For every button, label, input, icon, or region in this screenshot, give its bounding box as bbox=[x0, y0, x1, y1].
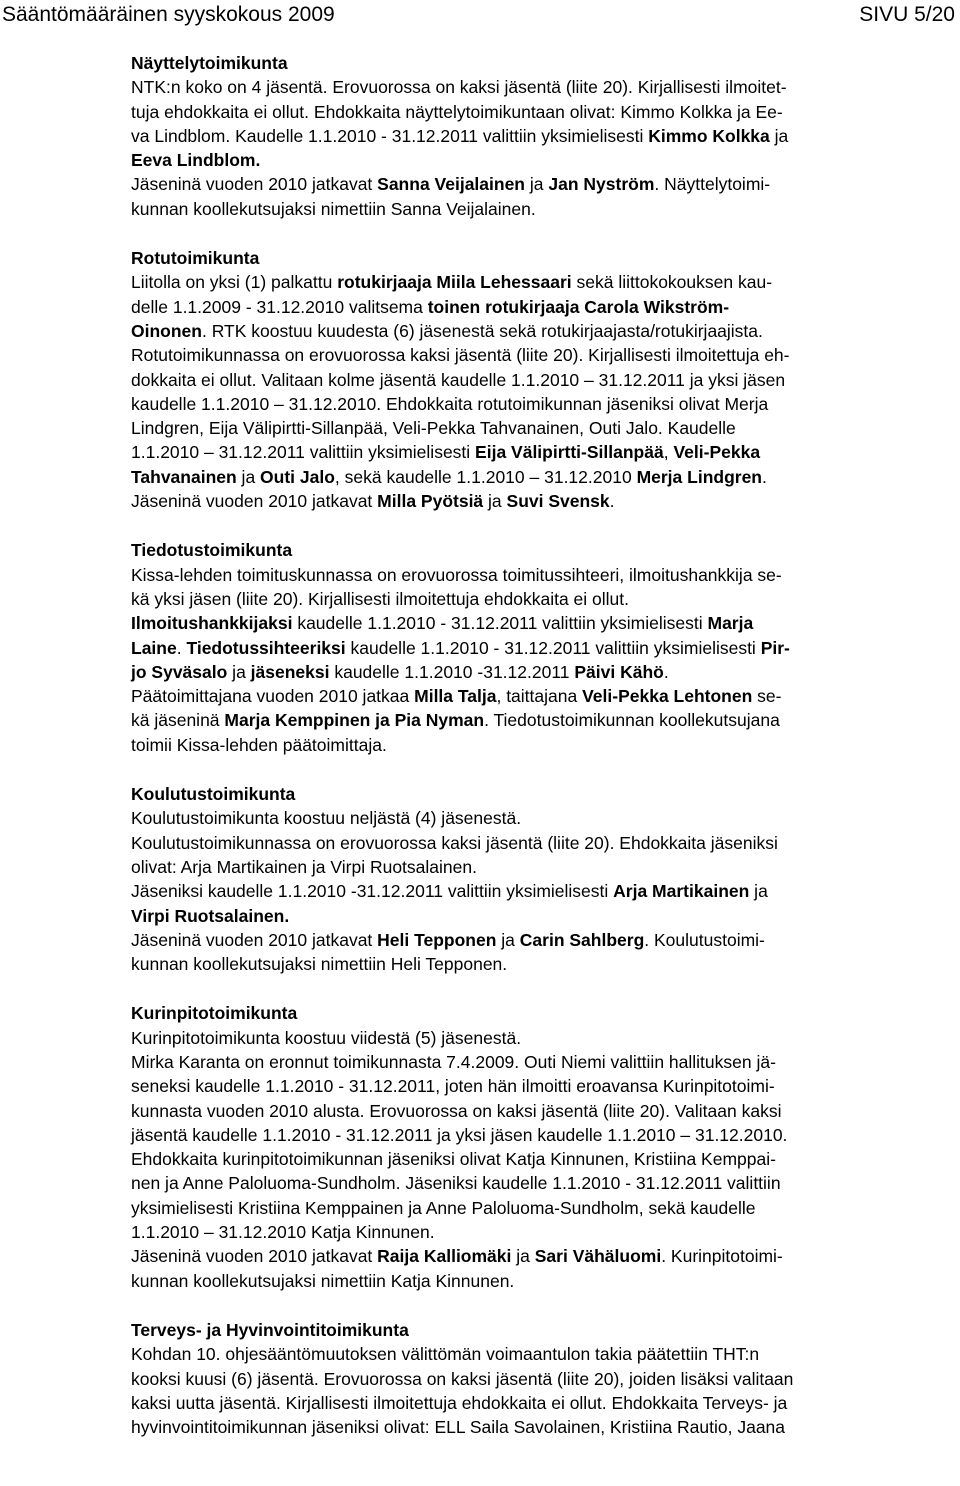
text-run: , sekä kaudelle 1.1.2010 – 31.12.2010 bbox=[334, 466, 637, 487]
text-line bbox=[131, 563, 951, 587]
text-run: kaudelle 1.1.2010 -31.12.2011 bbox=[329, 661, 575, 682]
text-run: ja bbox=[227, 661, 251, 682]
text-run: toimii Kissa-lehden päätoimittaja. bbox=[131, 734, 387, 755]
text-line bbox=[131, 1415, 951, 1439]
text-run: kunnan koollekutsujaksi nimettiin Heli Tepponen. bbox=[131, 954, 508, 975]
text-run: kooksi kuusi (6) jäsentä. Erovuorossa on kaksi jäsentä (liite 20), joiden lisäksi valitaan bbox=[131, 1368, 794, 1389]
text-line bbox=[131, 1147, 951, 1171]
text-run: 1.1.2010 – 31.12.2011 valittiin yksimielisesti bbox=[131, 442, 476, 463]
bold-text: Oinonen bbox=[131, 320, 202, 341]
text-run: hyvinvointitoimikunnan jäseniksi olivat: ELL Saila Savolainen, Kristiina Rautio, Jaana bbox=[131, 1417, 786, 1438]
text-run: . bbox=[609, 491, 615, 512]
text-run: Jäseniksi kaudelle 1.1.2010 -31.12.2011 valittiin yksimielisesti bbox=[131, 881, 614, 902]
section-heading: Rotutoimikunta bbox=[131, 248, 260, 269]
section-heading: Koulutustoimikunta bbox=[131, 784, 296, 805]
section bbox=[131, 51, 951, 221]
text-line bbox=[131, 1244, 951, 1268]
text-run: ja bbox=[525, 174, 549, 195]
text-run: Rotutoimikunnassa on erovuorossa kaksi jäsentä (liite 20). Kirjallisesti ilmoitettuja eh- bbox=[131, 345, 790, 366]
text-run: olivat: Arja Martikainen ja Virpi Ruotsalainen. bbox=[131, 856, 477, 877]
text-line bbox=[131, 879, 951, 903]
text-run: yksimielisesti Kristiina Kemppainen ja Anne Paloluoma-Sundholm, sekä kaudelle bbox=[131, 1197, 756, 1218]
text-run: kä yksi jäsen (liite 20). Kirjallisesti ilmoitettuja ehdokkaita ei ollut. bbox=[131, 588, 629, 609]
text-run: 1.1.2010 – 31.12.2010 Katja Kinnunen. bbox=[131, 1222, 435, 1243]
text-run: Mirka Karanta on eronnut toimikunnasta 7.4.2009. Outi Niemi valittiin hallituksen jä- bbox=[131, 1051, 776, 1072]
text-run: . Kurinpitotoimi- bbox=[661, 1246, 783, 1267]
section-heading: Kurinpitotoimikunta bbox=[131, 1003, 298, 1024]
text-line bbox=[131, 148, 951, 172]
text-line bbox=[131, 733, 951, 757]
text-line bbox=[131, 611, 951, 635]
text-line bbox=[131, 1123, 951, 1147]
text-line bbox=[131, 831, 951, 855]
bold-text: jo Syväsalo bbox=[131, 661, 228, 682]
text-run: , bbox=[663, 442, 674, 463]
text-run: kaudelle 1.1.2010 – 31.12.2010. Ehdokkaita rotutoimikunnan jäseniksi olivat Merja bbox=[131, 393, 769, 414]
bold-text: Virpi Ruotsalainen. bbox=[131, 905, 290, 926]
bold-text: rotukirjaaja Miila Lehessaari bbox=[337, 272, 572, 293]
text-line bbox=[131, 368, 951, 392]
text-run: . Näyttelytoimi- bbox=[654, 174, 771, 195]
bold-text: Eija Välipirtti-Sillanpää bbox=[475, 442, 664, 463]
text-line bbox=[131, 489, 951, 513]
text-run: Jäseninä vuoden 2010 jatkavat bbox=[131, 174, 378, 195]
section-heading: Tiedotustoimikunta bbox=[131, 540, 293, 561]
text-line bbox=[131, 75, 951, 99]
text-run: sekä liittokokouksen kau- bbox=[571, 272, 773, 293]
bold-text: Marja Kemppinen ja Pia Nyman bbox=[224, 710, 485, 731]
bold-text: Kimmo Kolkka bbox=[648, 125, 770, 146]
text-line bbox=[131, 343, 951, 367]
text-run: se- bbox=[752, 686, 782, 707]
text-run: . Tiedotustoimikunnan koollekutsujana bbox=[484, 710, 780, 731]
text-line bbox=[131, 1220, 951, 1244]
text-line bbox=[131, 1367, 951, 1391]
text-line bbox=[131, 392, 951, 416]
text-line bbox=[131, 1269, 951, 1293]
text-line bbox=[131, 1099, 951, 1123]
text-run: Koulutustoimikunta koostuu neljästä (4) jäsenestä. bbox=[131, 808, 522, 829]
text-run: Jäseninä vuoden 2010 jatkavat bbox=[131, 929, 378, 950]
text-line bbox=[131, 1026, 951, 1050]
bold-text: Marja bbox=[707, 613, 754, 634]
bold-text: Arja Martikainen bbox=[613, 881, 750, 902]
bold-text: Tahvanainen bbox=[131, 466, 237, 487]
bold-text: Merja Lindgren bbox=[636, 466, 762, 487]
text-line bbox=[131, 660, 951, 684]
text-run: kunnan koollekutsujaksi nimettiin Katja Kinnunen. bbox=[131, 1270, 515, 1291]
text-run: delle 1.1.2009 - 31.12.2010 valitsema bbox=[131, 296, 428, 317]
text-line bbox=[131, 295, 951, 319]
text-line bbox=[131, 636, 951, 660]
text-run: kunnan koollekutsujaksi nimettiin Sanna Veijalainen. bbox=[131, 198, 536, 219]
text-line bbox=[131, 1171, 951, 1195]
text-run: Päätoimittajana vuoden 2010 jatkaa bbox=[131, 686, 415, 707]
text-line bbox=[131, 684, 951, 708]
text-run: dokkaita ei ollut. Valitaan kolme jäsentä kaudelle 1.1.2010 – 31.12.2011 ja yksi jäsen bbox=[131, 369, 786, 390]
text-run: ja bbox=[236, 466, 261, 487]
text-run: . bbox=[176, 637, 187, 658]
document-title: Sääntömääräinen syyskokous 2009 bbox=[2, 3, 335, 26]
bold-text: Suvi Svensk bbox=[506, 491, 610, 512]
text-line bbox=[131, 465, 951, 489]
section bbox=[131, 1318, 951, 1439]
text-run: kä jäseninä bbox=[131, 710, 225, 731]
text-run: nen ja Anne Paloluoma-Sundholm. Jäseniksi kaudelle 1.1.2010 - 31.12.2011 valittiin bbox=[131, 1173, 781, 1194]
section bbox=[131, 246, 951, 513]
section bbox=[131, 1001, 951, 1293]
bold-text: Jan Nyström bbox=[548, 174, 655, 195]
text-run: ja bbox=[511, 1246, 535, 1267]
bold-text: Veli-Pekka bbox=[673, 442, 761, 463]
bold-text: Milla Talja bbox=[414, 686, 497, 707]
bold-text: Heli Tepponen bbox=[377, 929, 497, 950]
text-run: tuja ehdokkaita ei ollut. Ehdokkaita näyttelytoimikuntaan olivat: Kimmo Kolkka ja Ee- bbox=[131, 101, 783, 122]
text-run: . bbox=[762, 466, 767, 487]
text-run: ja bbox=[749, 881, 768, 902]
text-line bbox=[131, 440, 951, 464]
section bbox=[131, 538, 951, 757]
bold-text: Tiedotussihteeriksi bbox=[186, 637, 346, 658]
text-run: . bbox=[663, 661, 669, 682]
bold-text: Pir- bbox=[760, 637, 790, 658]
text-run: Liitolla on yksi (1) palkattu bbox=[131, 272, 338, 293]
section bbox=[131, 782, 951, 976]
text-run: Kissa-lehden toimituskunnassa on erovuorossa toimitussihteeri, ilmoitushankkija se- bbox=[131, 564, 782, 585]
text-line bbox=[131, 197, 951, 221]
text-run: kaudelle 1.1.2010 - 31.12.2011 valittiin yksimielisesti bbox=[292, 613, 708, 634]
text-run: Jäseninä vuoden 2010 jatkavat bbox=[131, 491, 378, 512]
text-run: Jäseninä vuoden 2010 jatkavat bbox=[131, 1246, 378, 1267]
section-heading: Näyttelytoimikunta bbox=[131, 53, 288, 73]
bold-text: Outi Jalo bbox=[260, 466, 335, 487]
bold-text: Carin Sahlberg bbox=[519, 929, 645, 950]
page-header bbox=[0, 0, 960, 30]
text-run: . Koulutustoimi- bbox=[644, 929, 765, 950]
text-line bbox=[131, 124, 951, 148]
bold-text: Milla Pyötsiä bbox=[377, 491, 484, 512]
text-run: jäsentä kaudelle 1.1.2010 - 31.12.2011 ja yksi jäsen kaudelle 1.1.2010 – 31.12.2010. bbox=[131, 1124, 788, 1145]
text-run: Koulutustoimikunnassa on erovuorossa kaksi jäsentä (liite 20). Ehdokkaita jäseniksi bbox=[131, 832, 778, 853]
bold-text: jäseneksi bbox=[250, 661, 330, 682]
bold-text: Veli-Pekka Lehtonen bbox=[582, 686, 753, 707]
text-run: NTK:n koko on 4 jäsentä. Erovuorossa on kaksi jäsentä (liite 20). Kirjallisesti ilmoitet- bbox=[131, 77, 787, 98]
bold-text: Eeva Lindblom. bbox=[131, 150, 261, 171]
text-line bbox=[131, 904, 951, 928]
text-line bbox=[131, 100, 951, 124]
text-line bbox=[131, 1391, 951, 1415]
text-run: ja bbox=[769, 125, 789, 146]
section-heading: Terveys- ja Hyvinvointitoimikunta bbox=[131, 1319, 409, 1340]
text-line bbox=[131, 1074, 951, 1098]
text-line bbox=[131, 172, 951, 196]
text-line bbox=[131, 855, 951, 879]
text-line bbox=[131, 1196, 951, 1220]
document-body bbox=[131, 51, 951, 1439]
bold-text: Sari Vähäluomi bbox=[534, 1246, 662, 1267]
text-line bbox=[131, 270, 951, 294]
text-run: Ehdokkaita kurinpitotoimikunnan jäseniksi olivat Katja Kinnunen, Kristiina Kemppai- bbox=[131, 1149, 776, 1170]
text-run: . RTK koostuu kuudesta (6) jäsenestä sekä rotukirjaajasta/rotukirjaajista. bbox=[201, 320, 763, 341]
text-line bbox=[131, 928, 951, 952]
bold-text: toinen rotukirjaaja Carola Wikström- bbox=[427, 296, 730, 317]
page-number: SIVU 5/20 bbox=[859, 3, 955, 26]
bold-text: Raija Kalliomäki bbox=[377, 1246, 512, 1267]
bold-text: Sanna Veijalainen bbox=[377, 174, 526, 195]
text-run: seneksi kaudelle 1.1.2010 - 31.12.2011, joten hän ilmoitti eroavansa Kurinpitotoimi- bbox=[131, 1076, 775, 1097]
text-run: ja bbox=[483, 491, 507, 512]
text-line bbox=[131, 806, 951, 830]
text-run: Kurinpitotoimikunta koostuu viidestä (5) jäsenestä. bbox=[131, 1027, 522, 1048]
text-run: Lindgren, Eija Välipirtti-Sillanpää, Veli-Pekka Tahvanainen, Outi Jalo. Kaudelle bbox=[131, 418, 736, 439]
text-line bbox=[131, 319, 951, 343]
text-run: Kohdan 10. ohjesääntömuutoksen välittömän voimaantulon takia päätettiin THT:n bbox=[131, 1344, 760, 1365]
text-run: va Lindblom. Kaudelle 1.1.2010 - 31.12.2011 valittiin yksimielisesti bbox=[131, 125, 649, 146]
bold-text: Ilmoitushankkijaksi bbox=[131, 613, 293, 634]
text-run: kaudelle 1.1.2010 - 31.12.2011 valittiin yksimielisesti bbox=[345, 637, 761, 658]
text-run: kunnasta vuoden 2010 alusta. Erovuorossa on kaksi jäsentä (liite 20). Valitaan kaksi bbox=[131, 1100, 782, 1121]
text-line bbox=[131, 587, 951, 611]
text-run: kaksi uutta jäsentä. Kirjallisesti ilmoitettuja ehdokkaita ei ollut. Ehdokkaita Terveys- ja bbox=[131, 1392, 788, 1413]
text-line bbox=[131, 708, 951, 732]
bold-text: Päivi Kähö bbox=[574, 661, 664, 682]
text-run: , taittajana bbox=[496, 686, 583, 707]
text-line bbox=[131, 1342, 951, 1366]
text-line bbox=[131, 1050, 951, 1074]
bold-text: Laine bbox=[131, 637, 177, 658]
text-run: ja bbox=[496, 929, 520, 950]
text-line bbox=[131, 416, 951, 440]
text-line bbox=[131, 952, 951, 976]
